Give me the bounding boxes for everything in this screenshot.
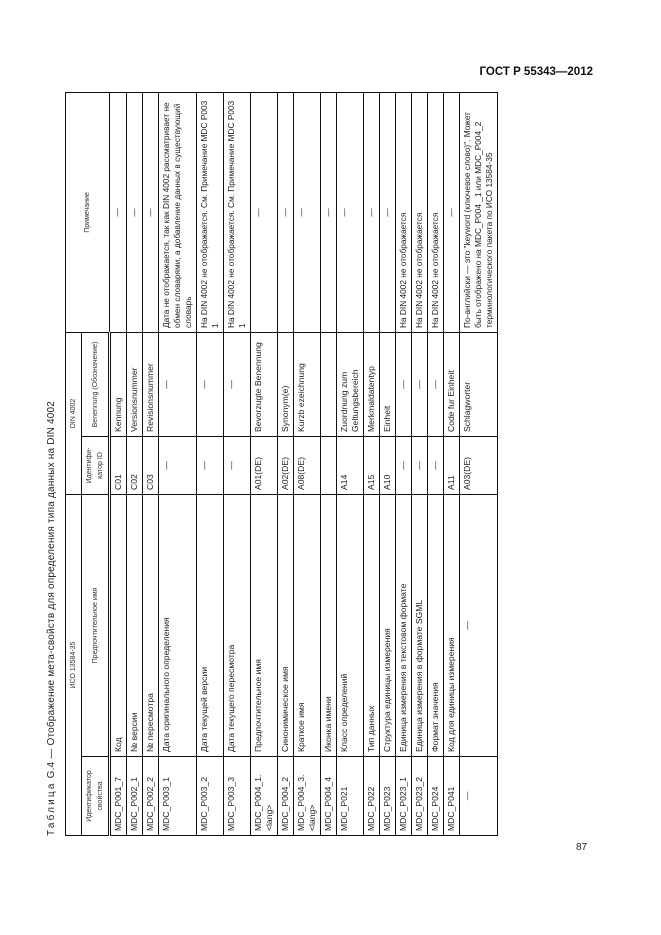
cell-note: — [444, 92, 460, 332]
cell-prop-id: MDC_P002_1 [127, 757, 143, 836]
cell-note: На DIN 4002 не отображается. См. Примечание MDC P003 1 [224, 92, 251, 332]
cell-din-name: Zuordnung zum Geltungsbereich [337, 332, 364, 436]
cell-prop-id: MDC_P001_7 [110, 757, 127, 836]
table-row [110, 92, 127, 835]
cell-din-name: Schlagworter [460, 332, 498, 436]
cell-prop-id: — [460, 757, 498, 836]
cell-din-name: Synonym(e) [278, 332, 294, 436]
cell-pref-name: Класс определений [337, 495, 364, 757]
cell-din-id: C01 [110, 437, 127, 495]
cell-prop-id: MDC_P004_4 [321, 757, 337, 836]
cell-pref-name: Единица измерения в формате SGML [412, 495, 428, 757]
cell-din-name [321, 332, 337, 436]
cell-din-name: — [396, 332, 412, 436]
cell-din-name: Kurzb ezeichnung [294, 332, 321, 436]
table-row [460, 92, 498, 835]
cell-din-name: — [197, 332, 224, 436]
table-row [444, 92, 460, 835]
cell-din-id: — [412, 437, 428, 495]
cell-din-name: Einheit [380, 332, 396, 436]
cell-prop-id: MDC_P002_2 [143, 757, 159, 836]
cell-pref-name: Формат значения [428, 495, 444, 757]
cell-note: — [294, 92, 321, 332]
cell-note: — [143, 92, 159, 332]
table-row [412, 92, 428, 835]
table-row [127, 92, 143, 835]
rotated-table-block [38, 93, 598, 836]
cell-din-id: — [197, 437, 224, 495]
cell-din-id: A15 [364, 437, 380, 495]
cell-pref-name: Иконка имени [321, 495, 337, 757]
caption-number: G.4 [46, 761, 57, 779]
cell-pref-name: Код для единицы измерения [444, 495, 460, 757]
table-row [159, 92, 197, 835]
table-caption [38, 401, 65, 836]
table-row [278, 92, 294, 835]
caption-label: Таблица [46, 781, 57, 836]
header-din-name: Benennung (Обозначение) [82, 332, 110, 436]
document-code: ГОСТ Р 55343—2012 [479, 66, 593, 78]
cell-din-name: — [224, 332, 251, 436]
cell-note: — [364, 92, 380, 332]
table-row [143, 92, 159, 835]
cell-pref-name: Краткое имя [294, 495, 321, 757]
table-row [364, 92, 380, 835]
cell-pref-name: Структура единицы измерения [380, 495, 396, 757]
cell-note: На DIN 4002 не отображается [428, 92, 444, 332]
cell-din-id: A08(DE) [294, 437, 321, 495]
cell-din-name: — [412, 332, 428, 436]
cell-din-name: — [159, 332, 197, 436]
cell-prop-id: MDC_P024 [428, 757, 444, 836]
table-body [110, 92, 498, 835]
cell-prop-id: MDC_P004_2 [278, 757, 294, 836]
mapping-table [65, 92, 498, 836]
page-number: 87 [576, 842, 588, 853]
cell-prop-id: MDC_P004_3.<lang> [294, 757, 321, 836]
cell-note: На DIN 4002 не отображается. См. Примечание MDC P003 1 [197, 92, 224, 332]
cell-din-id: A02(DE) [278, 437, 294, 495]
cell-note: — [380, 92, 396, 332]
cell-din-id: — [428, 437, 444, 495]
table-row [251, 92, 278, 835]
cell-din-name: Merkmaldatentyp [364, 332, 380, 436]
cell-note: — [321, 92, 337, 332]
header-din-id: Идентифи-катор ID [82, 437, 110, 495]
cell-pref-name: Единица измерения в текстовом формате [396, 495, 412, 757]
cell-pref-name: Код [110, 495, 127, 757]
cell-pref-name: Дата оригинального определения [159, 495, 197, 757]
cell-prop-id: MDC_P003_3 [224, 757, 251, 836]
cell-prop-id: MDC_P023 [380, 757, 396, 836]
cell-note: — [251, 92, 278, 332]
cell-note: — [337, 92, 364, 332]
cell-din-id [321, 437, 337, 495]
cell-note: — [127, 92, 143, 332]
cell-prop-id: MDC_P022 [364, 757, 380, 836]
caption-title: — Отображение мета-свойств для определения типа данных на DIN 4002 [46, 400, 57, 759]
cell-din-name: Bevorzugte Benennung [251, 332, 278, 436]
cell-din-id: — [159, 437, 197, 495]
cell-din-id: C02 [127, 437, 143, 495]
cell-din-name: Versionsnummer [127, 332, 143, 436]
cell-din-name: Revisionsnummer [143, 332, 159, 436]
header-note: Примечание [66, 92, 110, 332]
cell-prop-id: MDC_P004_1.<lang> [251, 757, 278, 836]
cell-din-id: A11 [444, 437, 460, 495]
cell-din-id: — [224, 437, 251, 495]
cell-note: — [278, 92, 294, 332]
cell-din-id: — [396, 437, 412, 495]
cell-prop-id: MDC_P003_2 [197, 757, 224, 836]
cell-prop-id: MDC_P023_1 [396, 757, 412, 836]
table-row [380, 92, 396, 835]
cell-note: На DIN 4002 не отображается [412, 92, 428, 332]
header-group-din: DIN 4002 [66, 332, 82, 494]
cell-pref-name: № пересмотра [143, 495, 159, 757]
cell-pref-name: Синонимическое имя [278, 495, 294, 757]
cell-note: По-английски — это "keyword (ключевое слово)". Может быть отображено на MDC_P004 _1 или MDC_P004_2 терминологического пакета по ИСО 13584-35 [460, 92, 498, 332]
table-row [428, 92, 444, 835]
header-prop-id: Идентификатор свойства [82, 757, 110, 836]
cell-din-name: — [428, 332, 444, 436]
cell-din-id: A14 [337, 437, 364, 495]
table-row [197, 92, 224, 835]
cell-note: — [110, 92, 127, 332]
cell-din-id: A01(DE) [251, 437, 278, 495]
cell-din-name: Kennung [110, 332, 127, 436]
table-row [294, 92, 321, 835]
table-row [337, 92, 364, 835]
table-row [321, 92, 337, 835]
header-pref-name: Предпочтительное имя [82, 495, 110, 757]
header-group-iso: ИСО 13584-35 [66, 495, 82, 836]
cell-pref-name: № версии [127, 495, 143, 757]
cell-din-id: A10 [380, 437, 396, 495]
cell-note: Дата не отображается, так как DIN 4002 рассматривает не обмен словарями, а добавление данных в существующий словарь [159, 92, 197, 332]
cell-prop-id: MDC_P003_1 [159, 757, 197, 836]
cell-pref-name: — [460, 495, 498, 757]
cell-prop-id: MDC_P041 [444, 757, 460, 836]
cell-prop-id: MDC_P021 [337, 757, 364, 836]
table-row [396, 92, 412, 835]
cell-pref-name: Предпочтительное имя [251, 495, 278, 757]
cell-pref-name: Дата текущего пересмотра [224, 495, 251, 757]
cell-din-id: C03 [143, 437, 159, 495]
cell-pref-name: Дата текущей версии [197, 495, 224, 757]
cell-din-name: Code fur Einheit [444, 332, 460, 436]
cell-note: На DIN 4002 не отображается [396, 92, 412, 332]
cell-prop-id: MDC_P023_2 [412, 757, 428, 836]
cell-pref-name: Тип данных [364, 495, 380, 757]
cell-din-id: A03(DE) [460, 437, 498, 495]
table-row [224, 92, 251, 835]
